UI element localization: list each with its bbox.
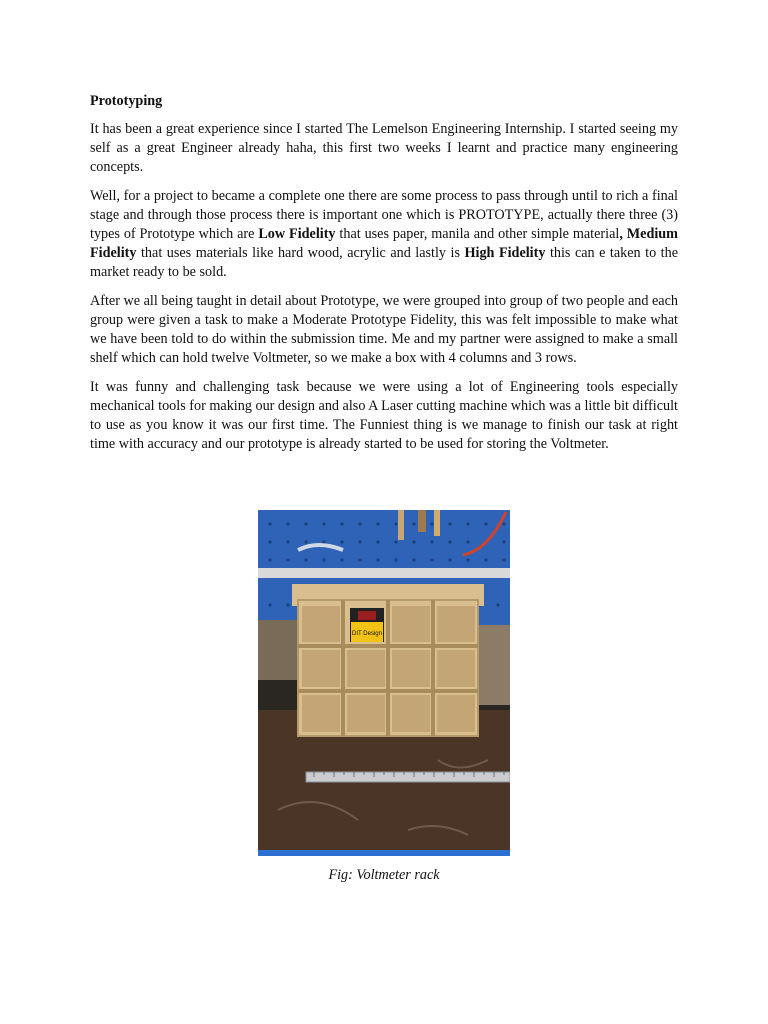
paragraph-intro: It has been a great experience since I started The Lemelson Engineering Internship. I started seeing my self as a great Engineer already haha, this first two weeks I learnt and practice many engineering concepts. — [90, 121, 678, 175]
hanging-tool — [418, 510, 426, 532]
paragraph-text: that uses materials like hard wood, acrylic and lastly is — [136, 245, 465, 261]
section-heading: Prototyping — [90, 93, 163, 109]
photo-bottom-edge — [258, 850, 510, 856]
paragraph-task: After we all being taught in detail about Prototype, we were grouped into group of two people and each group were given a task to make a Moderate Prototype Fidelity, this was felt impossible to make what we have been told to do within the submission time. Me and my partner were assigned to make a small shelf which can hold twelve Voltmeter, so we make a box with 4 columns and 3 rows. — [90, 293, 678, 366]
hanging-tool — [434, 510, 440, 536]
steel-ruler — [306, 772, 510, 782]
bold-low-fidelity: Low Fidelity — [258, 226, 336, 242]
paragraph-prototype-types — [90, 187, 678, 282]
document-body — [90, 92, 678, 464]
photo-illustration — [258, 510, 510, 856]
voltmeter-label: DIT Design — [352, 631, 382, 637]
bold-high-fidelity: High Fidelity — [464, 245, 546, 261]
paragraph-text: this can e taken to the market ready to be sold. — [90, 245, 678, 280]
bold-medium-fidelity: , Medium Fidelity — [90, 226, 678, 261]
paragraph-experience: It was funny and challenging task because we were using a lot of Engineering tools especially mechanical tools for making our design and also A Laser cutting machine which was a little bit difficult to use as you know it was our first time. The Funniest thing is we manage to finish our task at right time with accuracy and our prototype is already started to be used for storing the Voltmeter. — [90, 379, 678, 452]
paragraph-text: Well, for a project to became a complete one there are some process to pass through until to rich a final stage and through those process there is important one which is PROTOTYPE, actually there three (3) types of Prototype which are — [90, 188, 678, 242]
paragraph-text: that uses paper, manila and other simple material — [335, 226, 620, 242]
background-item — [258, 620, 298, 680]
voltmeter-rack-photo — [258, 510, 510, 856]
hanging-tool — [398, 510, 404, 540]
figure-caption: Fig: Voltmeter rack — [328, 867, 440, 883]
voltmeter-display — [358, 611, 376, 620]
plywood-rack — [292, 584, 484, 736]
background-item — [478, 625, 510, 705]
metal-shelf — [258, 568, 510, 578]
